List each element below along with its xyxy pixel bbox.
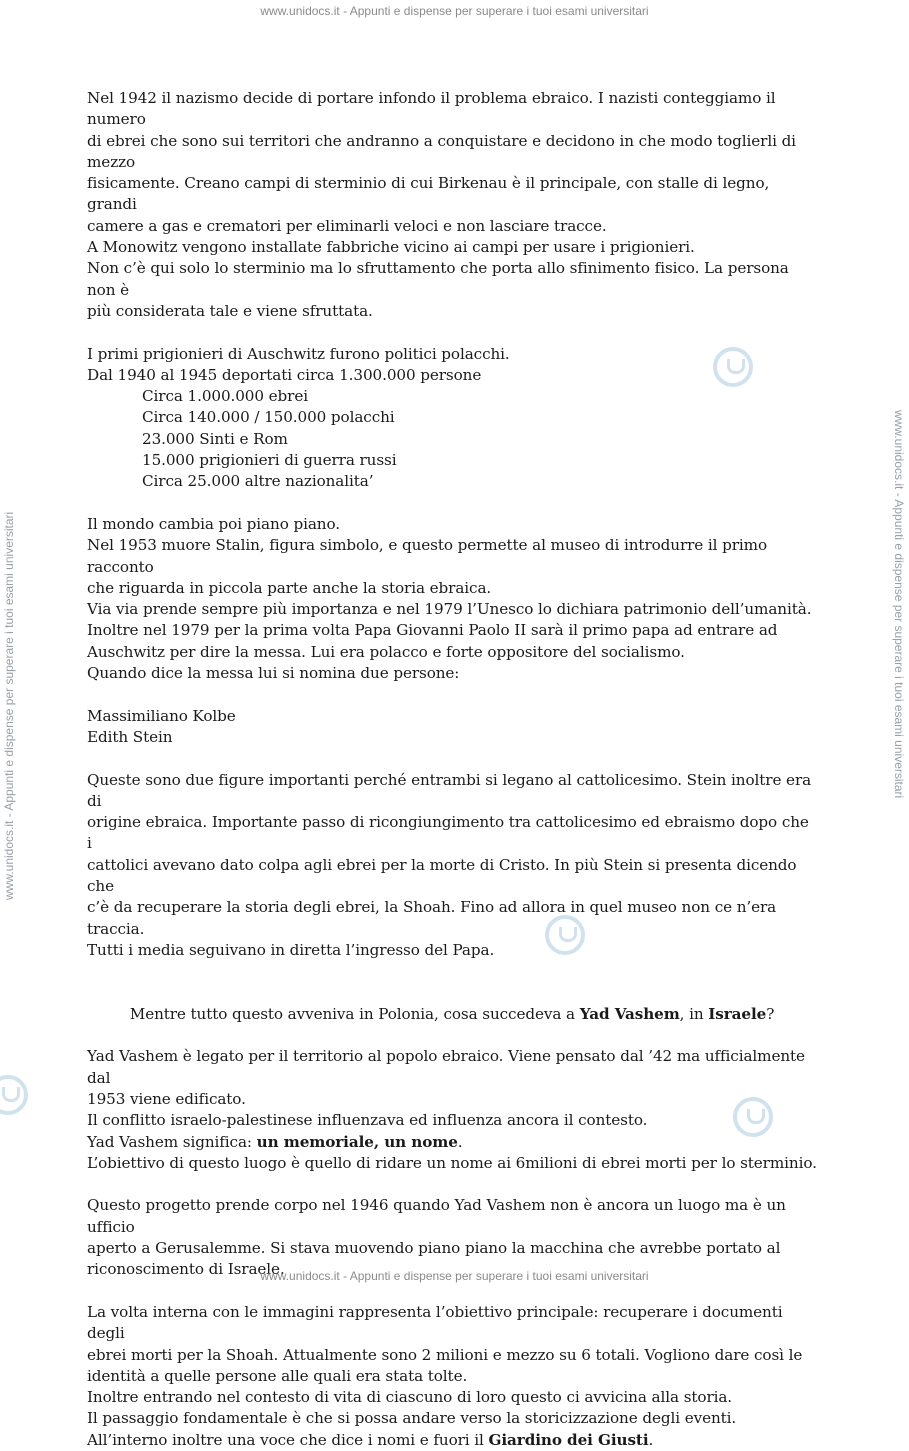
text-line: Yad Vashem significa: un memoriale, un nome.: [87, 1132, 463, 1151]
text-line: Il mondo cambia poi piano piano.: [87, 514, 340, 533]
text-line: La volta interna con le immagini rappresenta l’obiettivo principale: recuperare i documenti degli: [87, 1302, 783, 1343]
text-line: più considerata tale e viene sfruttata.: [87, 301, 373, 320]
text-line: camere a gas e crematori per eliminarli veloci e non lasciare tracce.: [87, 216, 607, 235]
text-line: Questo progetto prende corpo nel 1946 quando Yad Vashem non è ancora un luogo ma è un ufficio: [87, 1196, 786, 1236]
text-line: Nel 1942 il nazismo decide di portare infondo il problema ebraico. I nazisti conteggiamo il numero: [87, 89, 776, 129]
text-line: Inoltre nel 1979 per la prima volta Papa Giovanni Paolo II sarà il primo papa ad entrare ad: [87, 621, 778, 640]
header-watermark: www.unidocs.it - Appunti e dispense per superare i tuoi esami universitari: [260, 4, 649, 18]
document-body: [87, 88, 817, 1451]
text-line: Il conflitto israelo-palestinese influenzava ed influenza ancora il contesto.: [87, 1111, 648, 1130]
text-line: Tutti i media seguivano in diretta l’ingresso del Papa.: [87, 940, 495, 959]
text-line: Yad Vashem è legato per il territorio al popolo ebraico. Viene pensato dal ’42 ma ufficialmente dal: [87, 1047, 805, 1087]
text-line: identità a quelle persone alle quali era stata tolte.: [87, 1366, 468, 1385]
text-line: L’obiettivo di questo luogo è quello di ridare un nome ai 6milioni di ebrei morti per lo sterminio.: [87, 1153, 817, 1172]
text-line: A Monowitz vengono installate fabbriche vicino ai campi per usare i prigionieri.: [87, 238, 695, 257]
list-item: 23.000 Sinti e Rom: [142, 429, 288, 448]
list-item: 15.000 prigionieri di guerra russi: [142, 451, 397, 470]
text-line: c’è da recuperare la storia degli ebrei, la Shoah. Fino ad allora in quel museo non ce n’era traccia.: [87, 898, 777, 938]
text-line: di ebrei che sono sui territori che andranno a conquistare e decidono in che modo toglierli di mezzo: [87, 131, 796, 171]
side-watermark-left: www.unidocs.it - Appunti e dispense per superare i tuoi esami universitari: [2, 511, 16, 900]
text-line: fisicamente. Creano campi di sterminio di cui Birkenau è il principale, con stalle di legno, grandi: [87, 174, 770, 214]
text-line: Quando dice la messa lui si nomina due persone:: [87, 664, 460, 683]
list-item: Circa 25.000 altre nazionalita’: [142, 472, 374, 491]
list-item: Circa 140.000 / 150.000 polacchi: [142, 408, 395, 427]
footer-watermark: www.unidocs.it - Appunti e dispense per superare i tuoi esami universitari: [260, 1269, 649, 1283]
unidocs-logo-watermark-icon: [0, 1075, 28, 1115]
text-line: Queste sono due figure importanti perché entrambi si legano al cattolicesimo. Stein inoltre era di: [87, 770, 812, 810]
text-line: Dal 1940 al 1945 deportati circa 1.300.000 persone: [87, 365, 482, 384]
text-line: Non c’è qui solo lo sterminio ma lo sfruttamento che porta allo sfinimento fisico. La persona non è: [87, 259, 789, 299]
side-watermark-right: www.unidocs.it - Appunti e dispense per superare i tuoi esami universitari: [892, 410, 906, 799]
text-line: Via via prende sempre più importanza e nel 1979 l’Unesco lo dichiara patrimonio dell’umanità.: [87, 600, 812, 619]
section-heading: Mentre tutto questo avveniva in Polonia, cosa succedeva a Yad Vashem, in Israele?: [129, 1004, 775, 1023]
text-line: origine ebraica. Importante passo di ricongiungimento tra cattolicesimo ed ebraismo dopo che i: [87, 813, 809, 853]
person-name: Massimiliano Kolbe: [87, 706, 236, 725]
text-line: riconoscimento di Israele.: [87, 1260, 285, 1279]
text-line: 1953 viene edificato.: [87, 1089, 246, 1108]
text-line: All’interno inoltre una voce che dice i nomi e fuori il Giardino dei Giusti.: [87, 1430, 654, 1449]
text-line: Il passaggio fondamentale è che si possa andare verso la storicizzazione degli eventi.: [87, 1409, 737, 1428]
text-line: Nel 1953 muore Stalin, figura simbolo, e questo permette al museo di introdurre il primo racconto: [87, 536, 768, 576]
text-line: aperto a Gerusalemme. Si stava muovendo piano piano la macchina che avrebbe portato al: [87, 1239, 781, 1258]
text-line: ebrei morti per la Shoah. Attualmente sono 2 milioni e mezzo su 6 totali. Vogliono dare così le: [87, 1345, 803, 1364]
person-name: Edith Stein: [87, 727, 173, 746]
list-item: Circa 1.000.000 ebrei: [142, 387, 308, 406]
text-line: Auschwitz per dire la messa. Lui era polacco e forte oppositore del socialismo.: [87, 642, 685, 661]
text-line: I primi prigionieri di Auschwitz furono politici polacchi.: [87, 344, 510, 363]
text-line: Inoltre entrando nel contesto di vita di ciascuno di loro questo ci avvicina alla storia.: [87, 1388, 733, 1407]
text-line: che riguarda in piccola parte anche la storia ebraica.: [87, 578, 492, 597]
text-line: cattolici avevano dato colpa agli ebrei per la morte di Cristo. In più Stein si presenta dicendo che: [87, 855, 797, 895]
